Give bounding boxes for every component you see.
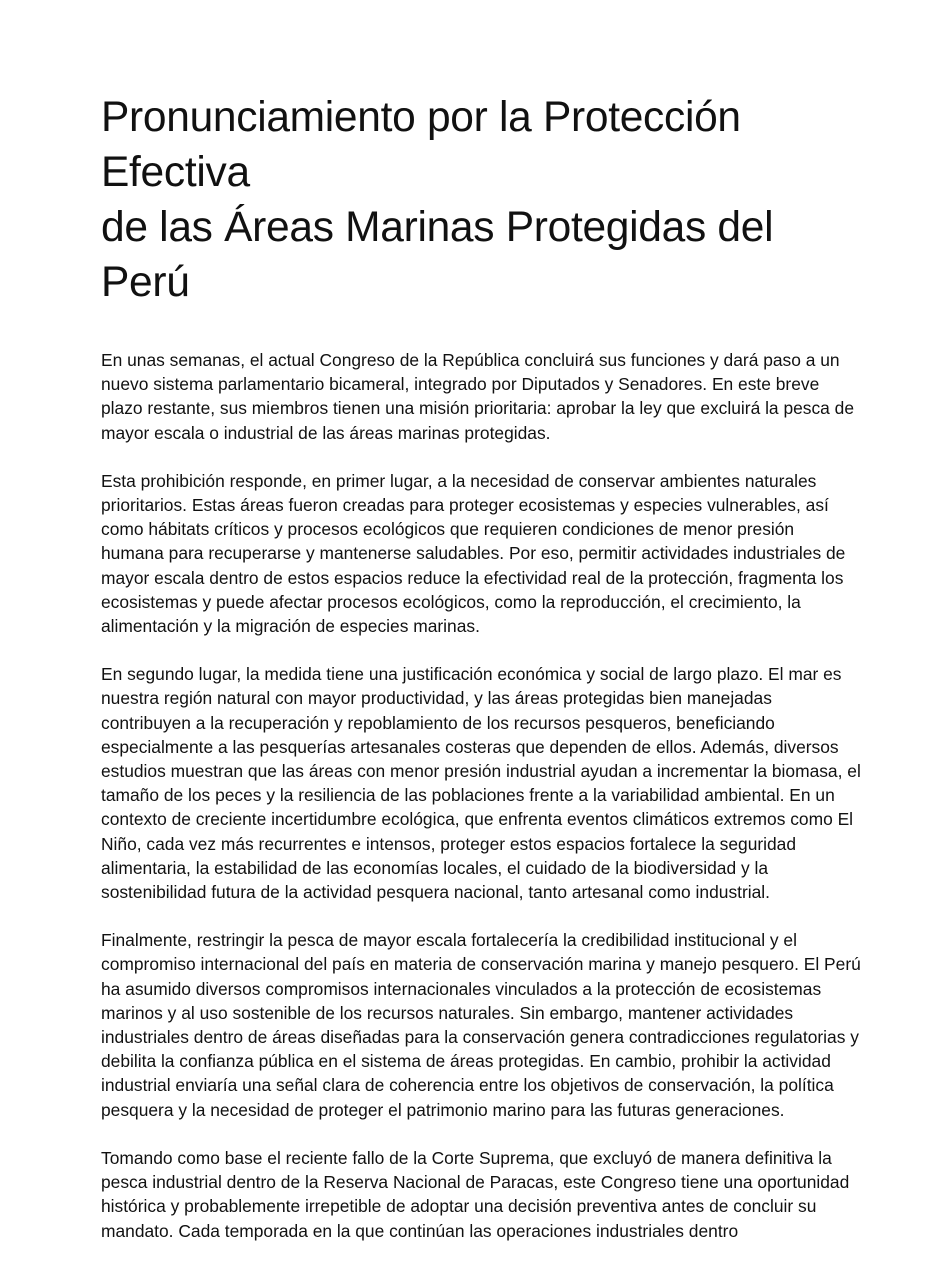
document-title-line-1: Pronunciamiento por la Protección Efectiva [101, 94, 741, 196]
paragraph-economic-social: En segundo lugar, la medida tiene una justificación económica y social de largo plazo. El mar es nuestra región natural con mayor productividad, y las áreas protegidas bien manejadas contribuyen a la recuperación y repoblamiento de los recursos pesqueros, beneficiando especialmente a las pesquerías artesanales costeras que dependen de ellos. Además, diversos estudios muestran que las áreas con menor presión industrial ayudan a incrementar la biomasa, el tamaño de los peces y la resiliencia de las poblaciones frente a la variabilidad ambiental. En un contexto de creciente incertidumbre ecológica, que enfrenta eventos climáticos extremos como El Niño, cada vez más recurrentes e intensos, proteger estos espacios fortalece la seguridad alimentaria, la estabilidad de las economías locales, el cuidado de la biodiversidad y la sostenibilidad futura de la actividad pesquera nacional, tanto artesanal como industrial. [101, 664, 861, 903]
paragraph-intro: En unas semanas, el actual Congreso de la República concluirá sus funciones y dará paso a un nuevo sistema parlamentario bicameral, integrado por Diputados y Senadores. En este breve plazo restante, sus miembros tienen una misión prioritaria: aprobar la ley que excluirá la pesca de mayor escala o industrial de las áreas marinas protegidas. [101, 350, 855, 443]
paragraph-supreme-court: Tomando como base el reciente fallo de la Corte Suprema, que excluyó de manera definitiva la pesca industrial dentro de la Reserva Nacional de Paracas, este Congreso tiene una oportunidad histórica y probablemente irrepetible de adoptar una decisión preventiva antes de concluir su mandato. Cada temporada en la que continúan las operaciones industriales dentro [101, 1147, 850, 1241]
document-page [101, 90, 861, 1267]
paragraph-institutional: Finalmente, restringir la pesca de mayor escala fortalecería la credibilidad institucional y el compromiso internacional del país en materia de conservación marina y manejo pesquero. El Perú ha asumido diversos compromisos internacionales vinculados a la protección de ecosistemas marinos y al uso sostenible de los recursos naturales. Sin embargo, mantener actividades industriales dentro de áreas diseñadas para la conservación genera contradicciones regulatorias y debilita la confianza pública en el sistema de áreas protegidas. En cambio, prohibir la actividad industrial enviaría una señal clara de coherencia entre los objetivos de conservación, la política pesquera y la necesidad de proteger el patrimonio marino para las futuras generaciones. [101, 930, 861, 1120]
document-title [101, 90, 861, 310]
document-title-line-2: de las Áreas Marinas Protegidas del Perú [101, 204, 774, 306]
paragraph-environmental: Esta prohibición responde, en primer lugar, a la necesidad de conservar ambientes naturales prioritarios. Estas áreas fueron creadas para proteger ecosistemas y especies vulnerables, así como hábitats críticos y procesos ecológicos que requieren condiciones de menor presión humana para recuperarse y mantenerse saludables. Por eso, permitir actividades industriales de mayor escala dentro de estos espacios reduce la efectividad real de la protección, fragmenta los ecosistemas y puede afectar procesos ecológicos, como la reproducción, el crecimiento, la alimentación y la migración de especies marinas. [101, 470, 846, 637]
document-body [101, 348, 861, 1243]
